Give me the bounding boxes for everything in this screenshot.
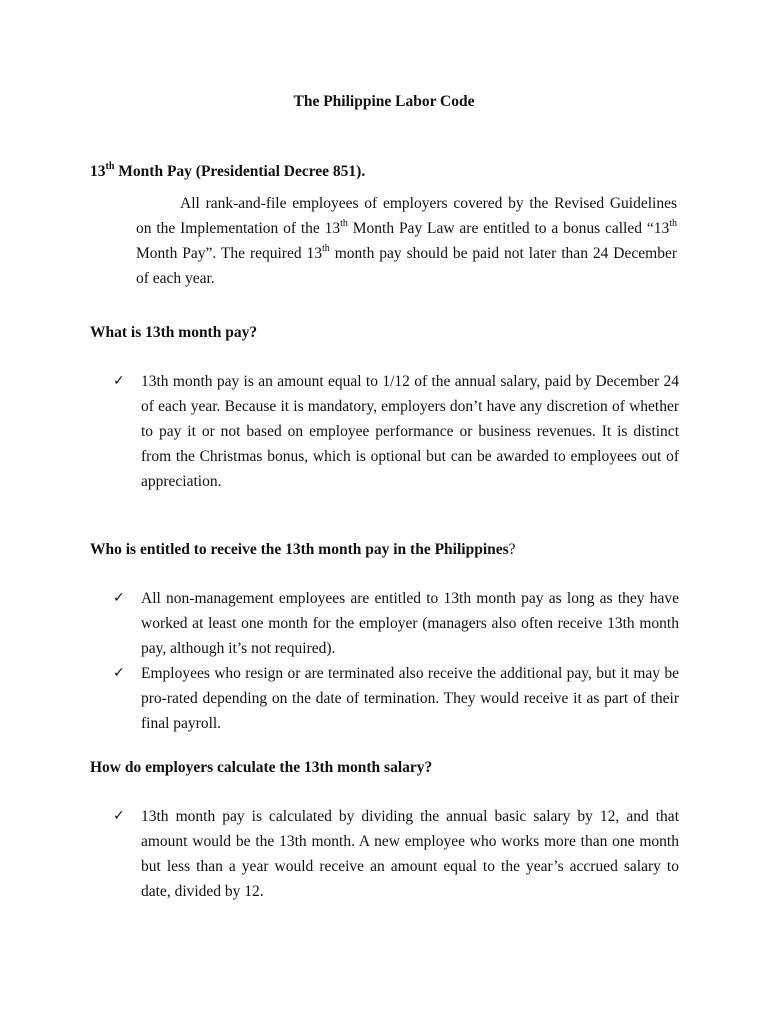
checkmark-icon: ✓ xyxy=(113,373,125,389)
intro-sup-3: th xyxy=(322,242,330,254)
heading-question-mark: ? xyxy=(508,541,516,558)
intro-text-d: month pay should be paid not later than 24 December of each year. xyxy=(136,245,677,287)
intro-text-a: All rank-and-file employees of employers covered by the Revised Guidelines on the Implementation of the 13 xyxy=(136,195,677,237)
list-item-text: Employees who resign or are terminated also receive the additional pay, but it may be pro-rated depending on the date of termination. They would receive it as part of their final payroll. xyxy=(141,665,679,732)
heading-superscript: th xyxy=(105,160,115,172)
section-heading-how-calculate: How do employers calculate the 13th month salary? xyxy=(90,759,433,776)
document-title: The Philippine Labor Code xyxy=(293,93,475,110)
intro-paragraph xyxy=(136,191,677,291)
heading-text: Month Pay (Presidential Decree 851). xyxy=(114,163,366,180)
checkmark-icon: ✓ xyxy=(113,665,125,681)
section-heading-what-is: What is 13th month pay? xyxy=(90,324,258,341)
heading-number: 13 xyxy=(90,163,106,180)
list-item-text: 13th month pay is calculated by dividing the annual basic salary by 12, and that amount would be the 13th month. A new employee who works more than one month but less than a year would receive an amount equal to the year’s accrued salary to date, divided by 12. xyxy=(141,808,679,900)
intro-sup-2: th xyxy=(669,217,677,229)
checkmark-icon: ✓ xyxy=(113,590,125,606)
section-heading-who-is-entitled xyxy=(90,541,516,559)
checkmark-icon: ✓ xyxy=(113,808,125,824)
list-item-text: All non-management employees are entitled to 13th month pay as long as they have worked at least one month for the employer (managers also often receive 13th month pay, although it’s not required). xyxy=(141,590,679,657)
intro-text-c: Month Pay”. The required 13 xyxy=(136,245,323,262)
intro-sup-1: th xyxy=(340,217,348,229)
intro-text-b: Month Pay Law are entitled to a bonus called “13 xyxy=(347,220,670,237)
section-heading-13th-month-pay xyxy=(90,160,366,181)
heading-text: Who is entitled to receive the 13th month pay in the Philippines xyxy=(90,541,509,558)
list-item-text: 13th month pay is an amount equal to 1/12 of the annual salary, paid by December 24 of each year. Because it is mandatory, employers don’t have any discretion of whether to pay it or not based on employee performance or business revenues. It is distinct from the Christmas bonus, which is optional but can be awarded to employees out of appreciation. xyxy=(141,373,679,490)
